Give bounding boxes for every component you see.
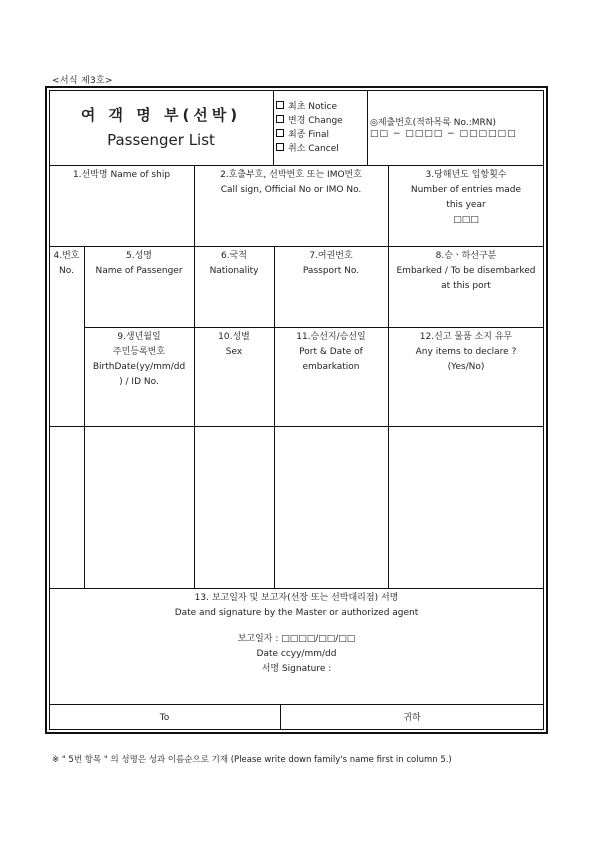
page-title-english: Passenger List [107,131,215,149]
field-label: 2.호출부호, 선박번호 또는 IMO번호 [220,170,362,180]
column-sex [194,330,274,360]
entry-cell-passport[interactable] [275,427,388,588]
report-date-field[interactable] [49,632,544,677]
field-label: 6.국적 [221,251,247,261]
footnote: ※ " 5번 항목 " 의 성명은 성과 이름순으로 기재 (Please write down family's name first in column 5.) [52,755,452,765]
divider-header [49,165,544,166]
field-call-sign[interactable] [194,168,388,198]
field-label-english: Sex [225,347,243,357]
field-label-english: Name of Passenger [95,266,183,276]
field-label-english: Embarked / To be disembarked [396,266,536,276]
field-label-english: Call sign, Official No or IMO No. [220,185,362,195]
field-label-english: No. [59,266,74,276]
field-label: 5.성명 [126,251,152,261]
divider-signature [49,704,544,705]
page-title-korean: 여 객 명 부(선박) [80,106,242,124]
checkbox-icon[interactable] [276,129,284,137]
signature-field[interactable]: 서명 Signature : [261,664,332,674]
divider-mrn-col [367,90,368,165]
report-type-change[interactable] [276,114,343,128]
signature-heading: 13. 보고일자 및 보고자(선장 또는 선박대리점) 서명 [194,593,399,603]
field-label: 8.승ㆍ하선구분 [435,251,497,261]
field-label-english: (Yes/No) [447,362,485,372]
field-label: 12.신고 물품 소지 유무 [419,332,513,342]
field-label: 3.당해년도 입항횟수 [425,170,507,180]
entry-cell-number[interactable] [49,427,84,588]
signature-heading-english: Date and signature by the Master or authorized agent [174,608,419,618]
recipient-field[interactable]: 귀하 [403,713,421,723]
report-type-label: 최종 Final [288,130,329,140]
field-label-english: this year [446,200,486,210]
field-label: 주민등록번호 [112,347,166,357]
field-label-english: Passport No. [302,266,360,276]
field-label-english: ) / ID No. [119,377,159,387]
field-label-english: Any items to declare ? [415,347,517,357]
report-type-notice[interactable] [276,100,337,114]
divider-row-one [84,327,544,328]
divider-ship-row [49,246,544,247]
column-declare [388,330,544,375]
field-label: 1.선박명 Name of ship [72,170,171,180]
entry-cell-embark[interactable] [389,427,544,588]
entry-cell-nationality[interactable] [195,427,274,588]
field-label: 4.번호 [53,251,80,261]
column-port-date [274,330,388,375]
field-label-english: Number of entries made [410,185,522,195]
to-label: To [159,713,170,723]
divider-data-row [49,588,544,589]
form-number-label: <서식 제3호> [52,76,113,86]
field-label-english: Port & Date of [299,347,363,357]
column-birth-id [84,330,194,390]
report-date-label: 보고일자 : □□□□/□□/□□ [237,634,356,644]
column-number [49,249,84,279]
field-label-english: embarkation [302,362,360,372]
report-type-label: 변경 Change [288,116,343,126]
column-name [84,249,194,279]
field-label-english: at this port [441,281,491,291]
checkbox-icon[interactable] [276,115,284,123]
field-label: 11.승선지/승선일 [296,332,366,342]
submission-number-label: ◎제출번호(적하목록 No.:MRN) [370,118,497,128]
field-label: 7.여권번호 [309,251,353,261]
signature-section [49,591,544,621]
column-passport [274,249,388,279]
report-type-final[interactable] [276,128,329,142]
checkbox-icon[interactable] [276,143,284,151]
entry-cell-name[interactable] [85,427,194,588]
field-label: 9.생년월일 [117,332,161,342]
field-label-english: BirthDate(yy/mm/dd [92,362,186,372]
report-type-label: 취소 Cancel [288,144,339,154]
entries-boxes: □□□ [453,215,479,225]
checkbox-icon[interactable] [276,101,284,109]
column-embark [388,249,544,294]
field-label-english: Nationality [209,266,259,276]
column-nationality [194,249,274,279]
field-label: 10.성별 [218,332,250,342]
report-type-label: 최초 Notice [288,102,338,112]
submission-number-field[interactable]: □□ − □□□□ − □□□□□□ [370,129,517,139]
report-type-cancel[interactable] [276,142,339,156]
field-entries[interactable] [388,168,544,228]
field-ship-name[interactable] [49,168,194,183]
report-date-format: Date ccyy/mm/dd [256,649,337,659]
divider-title-col [273,90,274,165]
